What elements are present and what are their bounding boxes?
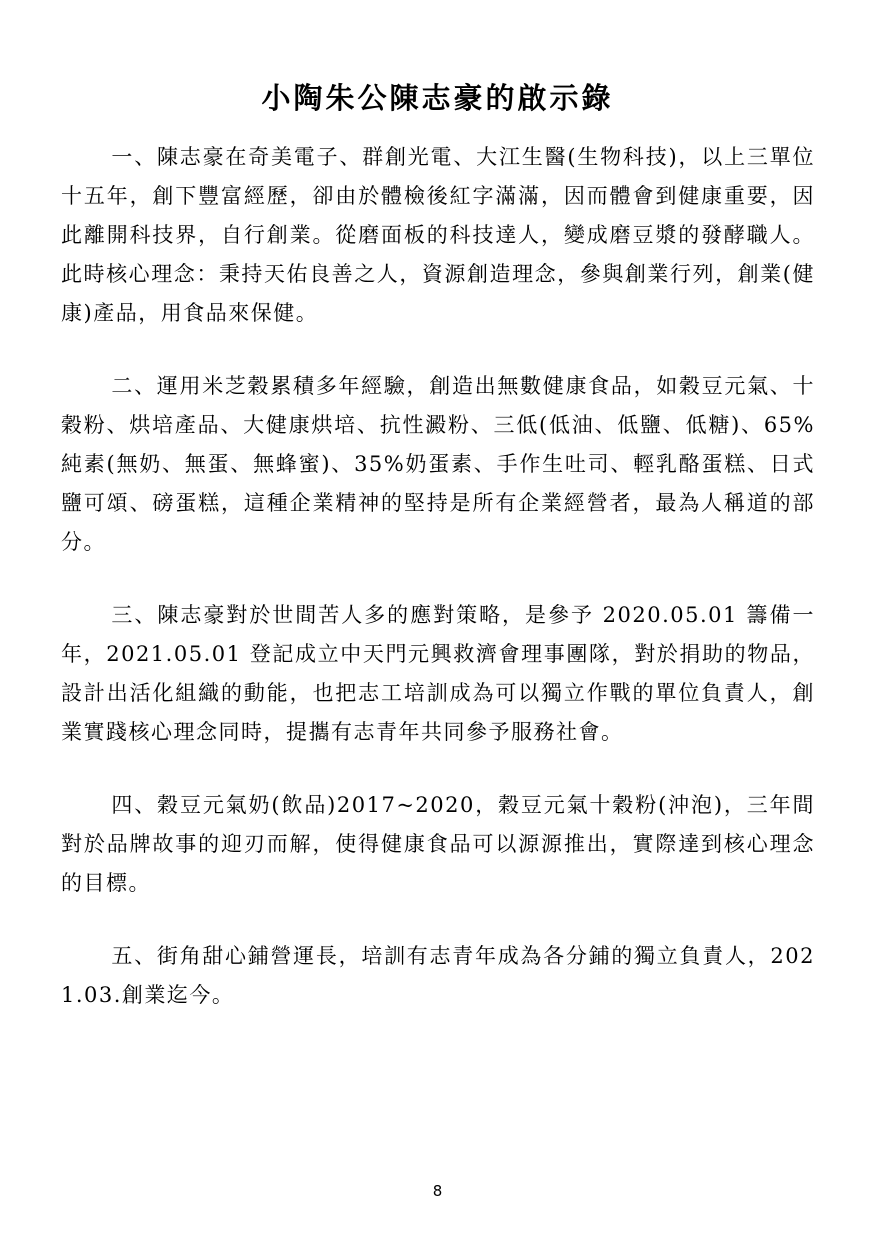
paragraph-4: 四、穀豆元氣奶(飲品)2017~2020，穀豆元氣十穀粉(沖泡)，三年間對於品牌故事的迎刃而解，使得健康食品可以源源推出，實際達到核心理念的目標。 <box>61 793 815 895</box>
document-body <box>61 138 815 1049</box>
page-number: 8 <box>432 1182 443 1200</box>
paragraph-1: 一、陳志豪在奇美電子、群創光電、大江生醫(生物科技)，以上三單位十五年，創下豐富經歷，卻由於體檢後紅字滿滿，因而體會到健康重要，因此離開科技界，自行創業。從磨面板的科技達人，變成磨豆漿的發酵職人。此時核心理念：秉持天佑良善之人，資源創造理念，參與創業行列，創業(健康)產品，用食品來保健。 <box>61 145 815 325</box>
paragraph-2: 二、運用米芝穀累積多年經驗，創造出無數健康食品，如穀豆元氣、十穀粉、烘培產品、大健康烘培、抗性澱粉、三低(低油、低鹽、低糖)、65%純素(無奶、無蛋、無蜂蜜)、35%奶蛋素、手作生吐司、輕乳酪蛋糕、日式鹽可頌、磅蛋糕，這種企業精神的堅持是所有企業經營者，最為人稱道的部分。 <box>61 374 815 554</box>
page-title: 小陶朱公陳志豪的啟示錄 <box>261 81 614 115</box>
paragraph-5: 五、街角甜心鋪營運長，培訓有志青年成為各分鋪的獨立負責人，2021.03.創業迄今。 <box>61 944 815 1007</box>
paragraph-3: 三、陳志豪對於世間苦人多的應對策略，是參予 2020.05.01 籌備一年，2021.05.01 登記成立中天門元興救濟會理事團隊，對於捐助的物品，設計出活化組織的動能，也把志工培訓成為可以獨立作戰的單位負責人，創業實踐核心理念同時，提攜有志青年共同參予服務社會。 <box>61 603 815 744</box>
